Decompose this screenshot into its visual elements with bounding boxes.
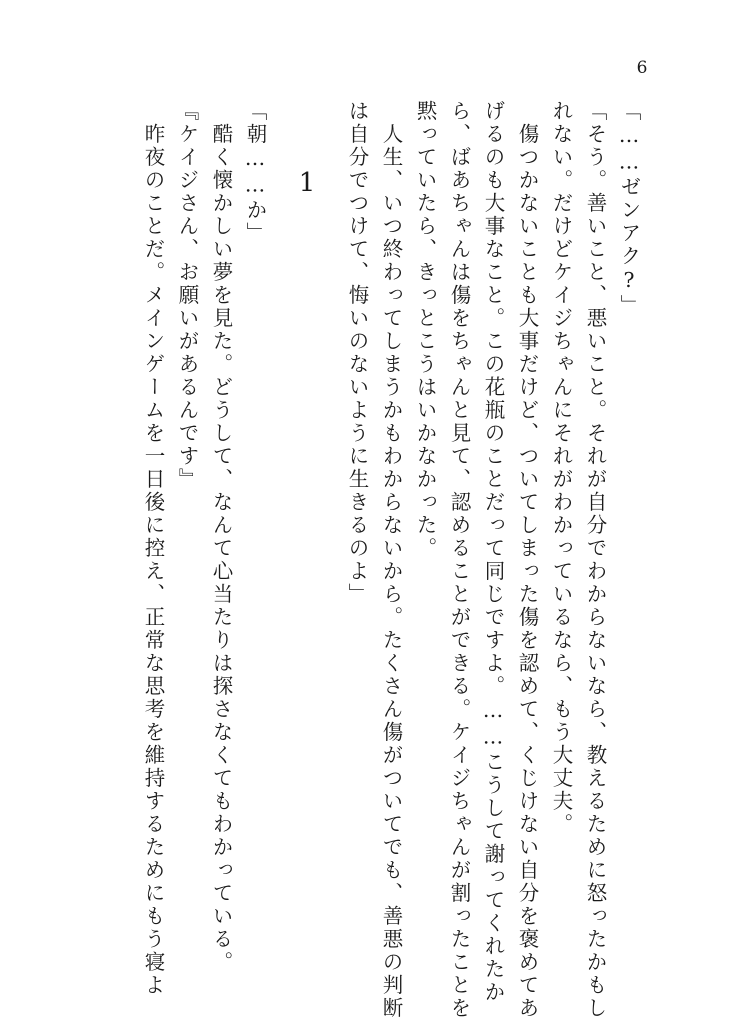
text-column: 黙っていたら、きっとこうはいかなかった。 — [413, 100, 437, 560]
text-column: 傷つかないことも大事だけど、ついてしまった傷を認めて、くじけない自分を褒めてあ — [515, 100, 539, 1020]
text-column: げるのも大事なこと。この花瓶のことだって同じですよ。……こうして謝ってくれたか — [481, 100, 505, 1004]
text-column: 『ケイジさん、お願いがあるんです』 — [175, 100, 199, 491]
text-column: 「そう。善いこと、悪いこと。それが自分でわからないなら、教えるために怒ったかもし — [583, 100, 607, 1020]
text-column: 「……ゼンアク?」 — [617, 100, 641, 318]
text-column: れない。だけどケイジちゃんにそれがわかっているなら、もう大丈夫。 — [549, 100, 573, 836]
chapter-number: 1 — [298, 168, 316, 198]
page-number: 6 — [636, 58, 648, 78]
text-column: 人生、いつ終わってしまうかもわからないから。たくさん傷がついてでも、善悪の判断 — [379, 100, 403, 1020]
text-column: 酷く懐かしい夢を見た。どうして、なんて心当たりは探さなくてもわかっている。 — [209, 100, 233, 974]
text-column: 「朝……か」 — [243, 100, 267, 245]
text-column: 昨夜のことだ。メインゲームを一日後に控え、正常な思考を維持するためにもう寝よ — [141, 100, 165, 997]
text-column: は自分でつけて、悔いのないように生きるのよ」 — [345, 100, 369, 606]
text-column: ら、ばあちゃんは傷をちゃんと見て、認めることができる。ケイジちゃんが割ったことを — [447, 100, 471, 1020]
